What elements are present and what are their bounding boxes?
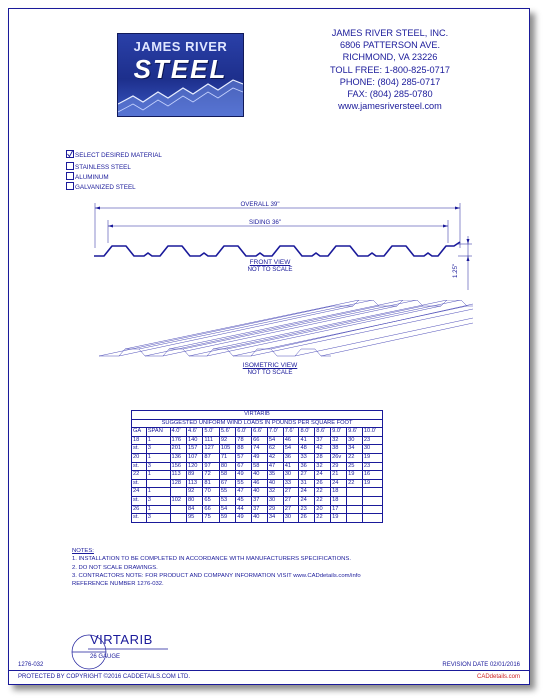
table-body [132, 436, 383, 522]
table-cell: 20 [315, 505, 331, 514]
table-cell: 95 [186, 514, 202, 523]
table-cell: 1 [146, 505, 170, 514]
table-cell: 27 [283, 496, 299, 505]
table-cell: 24 [299, 496, 315, 505]
material-option-aluminum[interactable] [66, 172, 109, 181]
table-cell: 37 [252, 505, 268, 514]
table-cell: 66 [252, 436, 268, 445]
table-cell: 72 [203, 471, 219, 480]
material-option-stainless[interactable] [66, 162, 131, 171]
drawing-reference-number: 1276-032 [18, 662, 44, 668]
table-cell [347, 488, 363, 497]
material-option-select[interactable] [66, 150, 162, 159]
table-cell: 42 [315, 445, 331, 454]
table-cell: 120 [186, 462, 202, 471]
table-cell: 59 [219, 514, 235, 523]
table-cell: 58 [252, 462, 268, 471]
table-cell: 92 [219, 436, 235, 445]
table-cell: 46 [252, 479, 268, 488]
table-cell: 22 [315, 496, 331, 505]
table-cell: 81 [203, 479, 219, 488]
table-cell: 34 [347, 445, 363, 454]
table-cell: 40 [267, 479, 283, 488]
table-cell: 80 [186, 496, 202, 505]
table-cell: 26 [315, 479, 331, 488]
table-cell: 32 [315, 462, 331, 471]
table-cell: 40 [252, 471, 268, 480]
table-row [132, 471, 383, 480]
table-cell: 35 [267, 471, 283, 480]
table-cell: 92 [186, 488, 202, 497]
table-cell: 16 [362, 471, 382, 480]
header-cell: 6.0' [236, 428, 252, 437]
table-cell: 23 [362, 462, 382, 471]
table-cell: 113 [186, 479, 202, 488]
table-cell: 57 [236, 453, 252, 462]
front-view-caption [220, 259, 320, 273]
logo-text-steel: STEEL [133, 54, 228, 84]
product-title: VIRTARIB [90, 632, 153, 647]
table-cell: 78 [236, 436, 252, 445]
table-cell: 113 [170, 471, 186, 480]
checkbox-icon[interactable] [66, 172, 74, 180]
isometric-view-drawing [95, 300, 475, 362]
table-cell: 22 [347, 479, 363, 488]
table-cell: 49 [236, 514, 252, 523]
table-cell: 1 [146, 436, 170, 445]
table-cell: 34 [267, 514, 283, 523]
table-cell: 3 [146, 514, 170, 523]
table-cell: 102 [170, 496, 186, 505]
table-cell: 58 [219, 471, 235, 480]
table-cell: 19 [347, 471, 363, 480]
table-row [132, 436, 383, 445]
table-cell: 1 [146, 488, 170, 497]
wind-load-table [131, 410, 383, 523]
table-cell [170, 488, 186, 497]
header-cell: GA [132, 428, 147, 437]
table-cell: 46 [283, 436, 299, 445]
header-cell: 4.6' [186, 428, 202, 437]
table-cell: 41 [299, 436, 315, 445]
checkbox-icon[interactable] [66, 162, 74, 170]
table-cell: 55 [219, 488, 235, 497]
table-cell: 66 [203, 505, 219, 514]
table-cell: 88 [236, 445, 252, 454]
table-cell: 41 [283, 462, 299, 471]
header-cell: 7.6' [283, 428, 299, 437]
notes-heading: NOTES: [72, 548, 94, 554]
isometric-view-caption [220, 362, 320, 376]
header-cell: 10.0' [362, 428, 382, 437]
table-cell: 31 [299, 479, 315, 488]
table-cell: 33 [299, 453, 315, 462]
table-cell [347, 505, 363, 514]
table-cell: st. [132, 445, 147, 454]
table-cell: 22 [132, 471, 147, 480]
table-cell: 70 [203, 488, 219, 497]
table-cell: 87 [203, 453, 219, 462]
header-cell: 8.0' [299, 428, 315, 437]
table-cell: st. [132, 496, 147, 505]
table-row [132, 488, 383, 497]
table-cell [347, 496, 363, 505]
material-option-galvanized[interactable] [66, 182, 136, 191]
table-cell: 156 [170, 462, 186, 471]
header-cell: 5.0' [203, 428, 219, 437]
table-cell: 26v [331, 453, 347, 462]
table-cell: 37 [315, 436, 331, 445]
table-cell: 17 [331, 505, 347, 514]
header-cell: 4.0' [170, 428, 186, 437]
table-cell: 19 [362, 479, 382, 488]
table-cell [362, 514, 382, 523]
table-cell: 45 [236, 496, 252, 505]
header-cell: SPAN [146, 428, 170, 437]
table-cell: 27 [299, 471, 315, 480]
table-cell: 36 [283, 453, 299, 462]
table-cell: 19 [362, 453, 382, 462]
table-row [132, 453, 383, 462]
table-cell: 67 [219, 479, 235, 488]
table-row [132, 445, 383, 454]
table-cell: 30 [283, 471, 299, 480]
header-cell: 8.6' [315, 428, 331, 437]
table-cell: 40 [252, 514, 268, 523]
table-cell: 24 [132, 488, 147, 497]
title-underline [88, 648, 168, 650]
table-cell: 42 [267, 453, 283, 462]
checkbox-icon[interactable] [66, 182, 74, 190]
company-tollfree: TOLL FREE: 1-800-825-0717 [329, 64, 450, 75]
table-cell: 18 [132, 436, 147, 445]
table-cell: 32 [331, 436, 347, 445]
table-cell: 19 [331, 514, 347, 523]
table-cell: 71 [219, 453, 235, 462]
table-row [132, 462, 383, 471]
table-cell: 65 [203, 496, 219, 505]
table-cell: 33 [283, 479, 299, 488]
table-cell: 3 [146, 496, 170, 505]
table-cell: 37 [252, 496, 268, 505]
company-street: 6806 PATTERSON AVE. [339, 40, 441, 51]
table-cell: 54 [219, 505, 235, 514]
notes-block [72, 547, 361, 588]
table-cell: 30 [283, 514, 299, 523]
table-cell: 127 [203, 445, 219, 454]
table-cell: 29 [267, 505, 283, 514]
table-title: VIRTARIB [132, 411, 383, 420]
table-cell: 21 [331, 471, 347, 480]
company-name: JAMES RIVER STEEL, INC. [331, 28, 449, 38]
revision-date: REVISION DATE 02/01/2016 [442, 662, 520, 668]
table-cell: st. [132, 462, 147, 471]
table-cell [170, 514, 186, 523]
table-cell: 84 [186, 505, 202, 514]
table-cell: 157 [186, 445, 202, 454]
table-cell: 1 [146, 471, 170, 480]
table-cell: 111 [203, 436, 219, 445]
note-item: 1. INSTALLATION TO BE COMPLETED IN ACCORDANCE WITH MANUFACTURERS SPECIFICATIONS. [72, 556, 351, 563]
company-phone: PHONE: (804) 285-0717 [339, 76, 441, 87]
table-cell: 32 [267, 488, 283, 497]
table-cell: 105 [219, 445, 235, 454]
table-cell [146, 479, 170, 488]
table-cell: st. [132, 479, 147, 488]
table-cell: 140 [186, 436, 202, 445]
siding-dimension-label: SIDING 36" [248, 219, 282, 226]
note-item: 3. CONTRACTORS NOTE: FOR PRODUCT AND COMPANY INFORMATION VISIT www.CADdetails.com/info [72, 572, 361, 579]
table-cell: 18 [331, 488, 347, 497]
company-logo [117, 33, 244, 117]
table-cell: 26 [132, 505, 147, 514]
table-cell: 22 [315, 488, 331, 497]
header-cell: 9.0' [331, 428, 347, 437]
table-cell: 28 [315, 453, 331, 462]
table-cell: 30 [267, 496, 283, 505]
material-option-label: SELECT DESIRED MATERIAL [75, 152, 162, 159]
table-cell: 26 [299, 514, 315, 523]
company-city: RICHMOND, VA 23226 [342, 52, 438, 63]
company-address-block [300, 27, 480, 112]
table-cell: 3 [146, 462, 170, 471]
table-cell: 3 [146, 445, 170, 454]
header-cell: 6.6' [252, 428, 268, 437]
table-cell: 22 [347, 453, 363, 462]
table-row [132, 479, 383, 488]
table-cell: 30 [362, 445, 382, 454]
logo-text-top: JAMES RIVER [133, 39, 228, 54]
table-cell: 75 [203, 514, 219, 523]
table-cell [362, 505, 382, 514]
company-website[interactable]: www.jamesriversteel.com [338, 101, 442, 112]
table-cell: 49 [236, 471, 252, 480]
table-cell: 49 [252, 453, 268, 462]
table-cell: st. [132, 514, 147, 523]
table-cell: 25 [347, 462, 363, 471]
caddetails-site-link[interactable]: CADdetails.com [476, 674, 520, 680]
overall-dimension-label: OVERALL 39" [240, 201, 280, 208]
table-cell: 128 [170, 479, 186, 488]
table-cell: 136 [170, 453, 186, 462]
table-cell: 38 [331, 445, 347, 454]
table-cell: 23 [299, 505, 315, 514]
table-row [132, 514, 383, 523]
copyright-text: PROTECTED BY COPYRIGHT ©2016 CADDETAILS.COM LTD. [18, 674, 191, 680]
table-cell: 74 [252, 445, 268, 454]
table-cell: 97 [203, 462, 219, 471]
table-cell: 30 [347, 436, 363, 445]
table-cell: 54 [283, 445, 299, 454]
table-cell: 18 [331, 496, 347, 505]
table-cell: 22 [315, 514, 331, 523]
table-cell: 24 [315, 471, 331, 480]
table-cell: 201 [170, 445, 186, 454]
table-cell: 36 [299, 462, 315, 471]
company-fax: FAX: (804) 285-0780 [347, 89, 433, 100]
checkbox-checked-icon[interactable] [66, 150, 74, 158]
front-view-title: FRONT VIEW [249, 259, 291, 266]
height-dimension-label: 1.25" [452, 263, 459, 278]
header-cell: 7.0' [267, 428, 283, 437]
table-row [132, 505, 383, 514]
table-cell: 40 [252, 488, 268, 497]
table-header-row [132, 428, 383, 437]
table-cell: 23 [362, 436, 382, 445]
header-cell: 5.6' [219, 428, 235, 437]
table-cell: 27 [283, 505, 299, 514]
table-cell: 89 [186, 471, 202, 480]
material-option-label: GALVANIZED STEEL [75, 184, 136, 191]
table-cell: 44 [236, 505, 252, 514]
material-option-label: ALUMINUM [75, 174, 109, 181]
material-option-label: STAINLESS STEEL [75, 164, 131, 171]
table-subtitle: SUGGESTED UNIFORM WIND LOADS IN POUNDS PER SQUARE FOOT [132, 419, 383, 428]
note-item: 2. DO NOT SCALE DRAWINGS. [72, 564, 158, 571]
table-cell: 20 [132, 453, 147, 462]
table-cell: 55 [236, 479, 252, 488]
front-view-scale: NOT TO SCALE [247, 266, 293, 273]
table-cell [362, 488, 382, 497]
front-view-drawing [80, 198, 480, 298]
table-cell: 24 [299, 488, 315, 497]
isometric-view-title: ISOMETRIC VIEW [242, 362, 298, 369]
table-cell: 29 [331, 462, 347, 471]
table-cell: 47 [236, 488, 252, 497]
note-item: REFERENCE NUMBER 1276-032. [72, 581, 164, 588]
isometric-view-scale: NOT TO SCALE [247, 369, 293, 376]
table-cell: 48 [299, 445, 315, 454]
table-cell [170, 505, 186, 514]
table-cell: 47 [267, 462, 283, 471]
table-cell: 53 [219, 496, 235, 505]
table-cell: 67 [236, 462, 252, 471]
table-cell: 1 [146, 453, 170, 462]
table-cell: 62 [267, 445, 283, 454]
product-gauge: 26 GAUGE [90, 654, 121, 660]
header-cell: 9.6' [347, 428, 363, 437]
footer-divider [8, 670, 529, 671]
table-cell [347, 514, 363, 523]
table-cell: 107 [186, 453, 202, 462]
table-row [132, 496, 383, 505]
table-cell: 54 [267, 436, 283, 445]
table-cell: 24 [331, 479, 347, 488]
table-cell: 176 [170, 436, 186, 445]
table-cell [362, 496, 382, 505]
table-cell: 27 [283, 488, 299, 497]
table-cell: 80 [219, 462, 235, 471]
